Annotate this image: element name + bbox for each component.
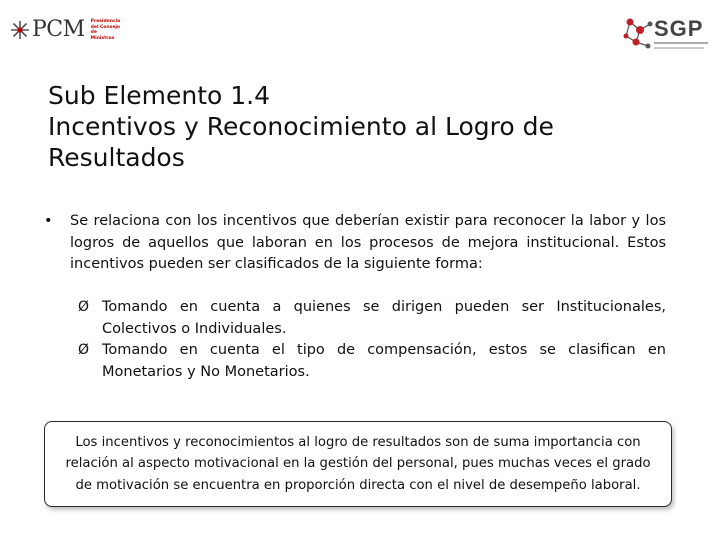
pcm-logo-subtitle [91,19,121,41]
callout-box [44,421,672,507]
slide-title [48,80,688,173]
sub-bullet-item [78,297,666,340]
sgp-logo [622,14,708,54]
bullet-marker: • [44,213,53,229]
callout-text: Los incentivos y reconocimientos al logro de resultados son de suma importancia con relación al aspecto motivacional en la gestión del personal, pues muchas veces el grado de motivación se encuentra en proporción directa con el nivel de desempeño laboral. [65,434,651,493]
title-line: Resultados [48,143,185,172]
main-bullet [44,211,666,276]
sgp-logo-subline [654,47,704,49]
sub-bullet-item [78,340,666,383]
pcm-logo [10,12,121,48]
sgp-logo-subline [654,42,708,44]
pcm-emblem-icon [10,20,30,40]
pcm-sub-line: del Consejo [90,24,121,30]
pcm-sub-line: Presidencia [90,19,121,24]
title-line: Sub Elemento 1.4 [48,81,271,110]
arrow-marker: Ø [78,299,90,315]
sgp-network-icon [622,14,656,54]
sub-bullet-list [78,297,666,383]
title-line: Incentivos y Reconocimiento al Logro de [48,112,554,141]
arrow-marker: Ø [78,342,90,358]
sub-bullet-text: Tomando en cuenta a quienes se dirigen pueden ser Institucionales, Colectivos o Individuales. [102,299,666,337]
sub-bullet-text: Tomando en cuenta el tipo de compensación, estos se clasifican en Monetarios y No Monetarios. [102,342,666,380]
pcm-sub-line: de Ministros [90,30,115,41]
sgp-logo-text: SGP [654,16,704,41]
bullet-text: Se relaciona con los incentivos que deberían existir para reconocer la labor y los logros de aquellos que laboran en los procesos de mejora institucional. Estos incentivos pueden ser clasificados de la siguiente forma: [70,213,666,272]
pcm-logo-text: PCM [32,17,85,42]
